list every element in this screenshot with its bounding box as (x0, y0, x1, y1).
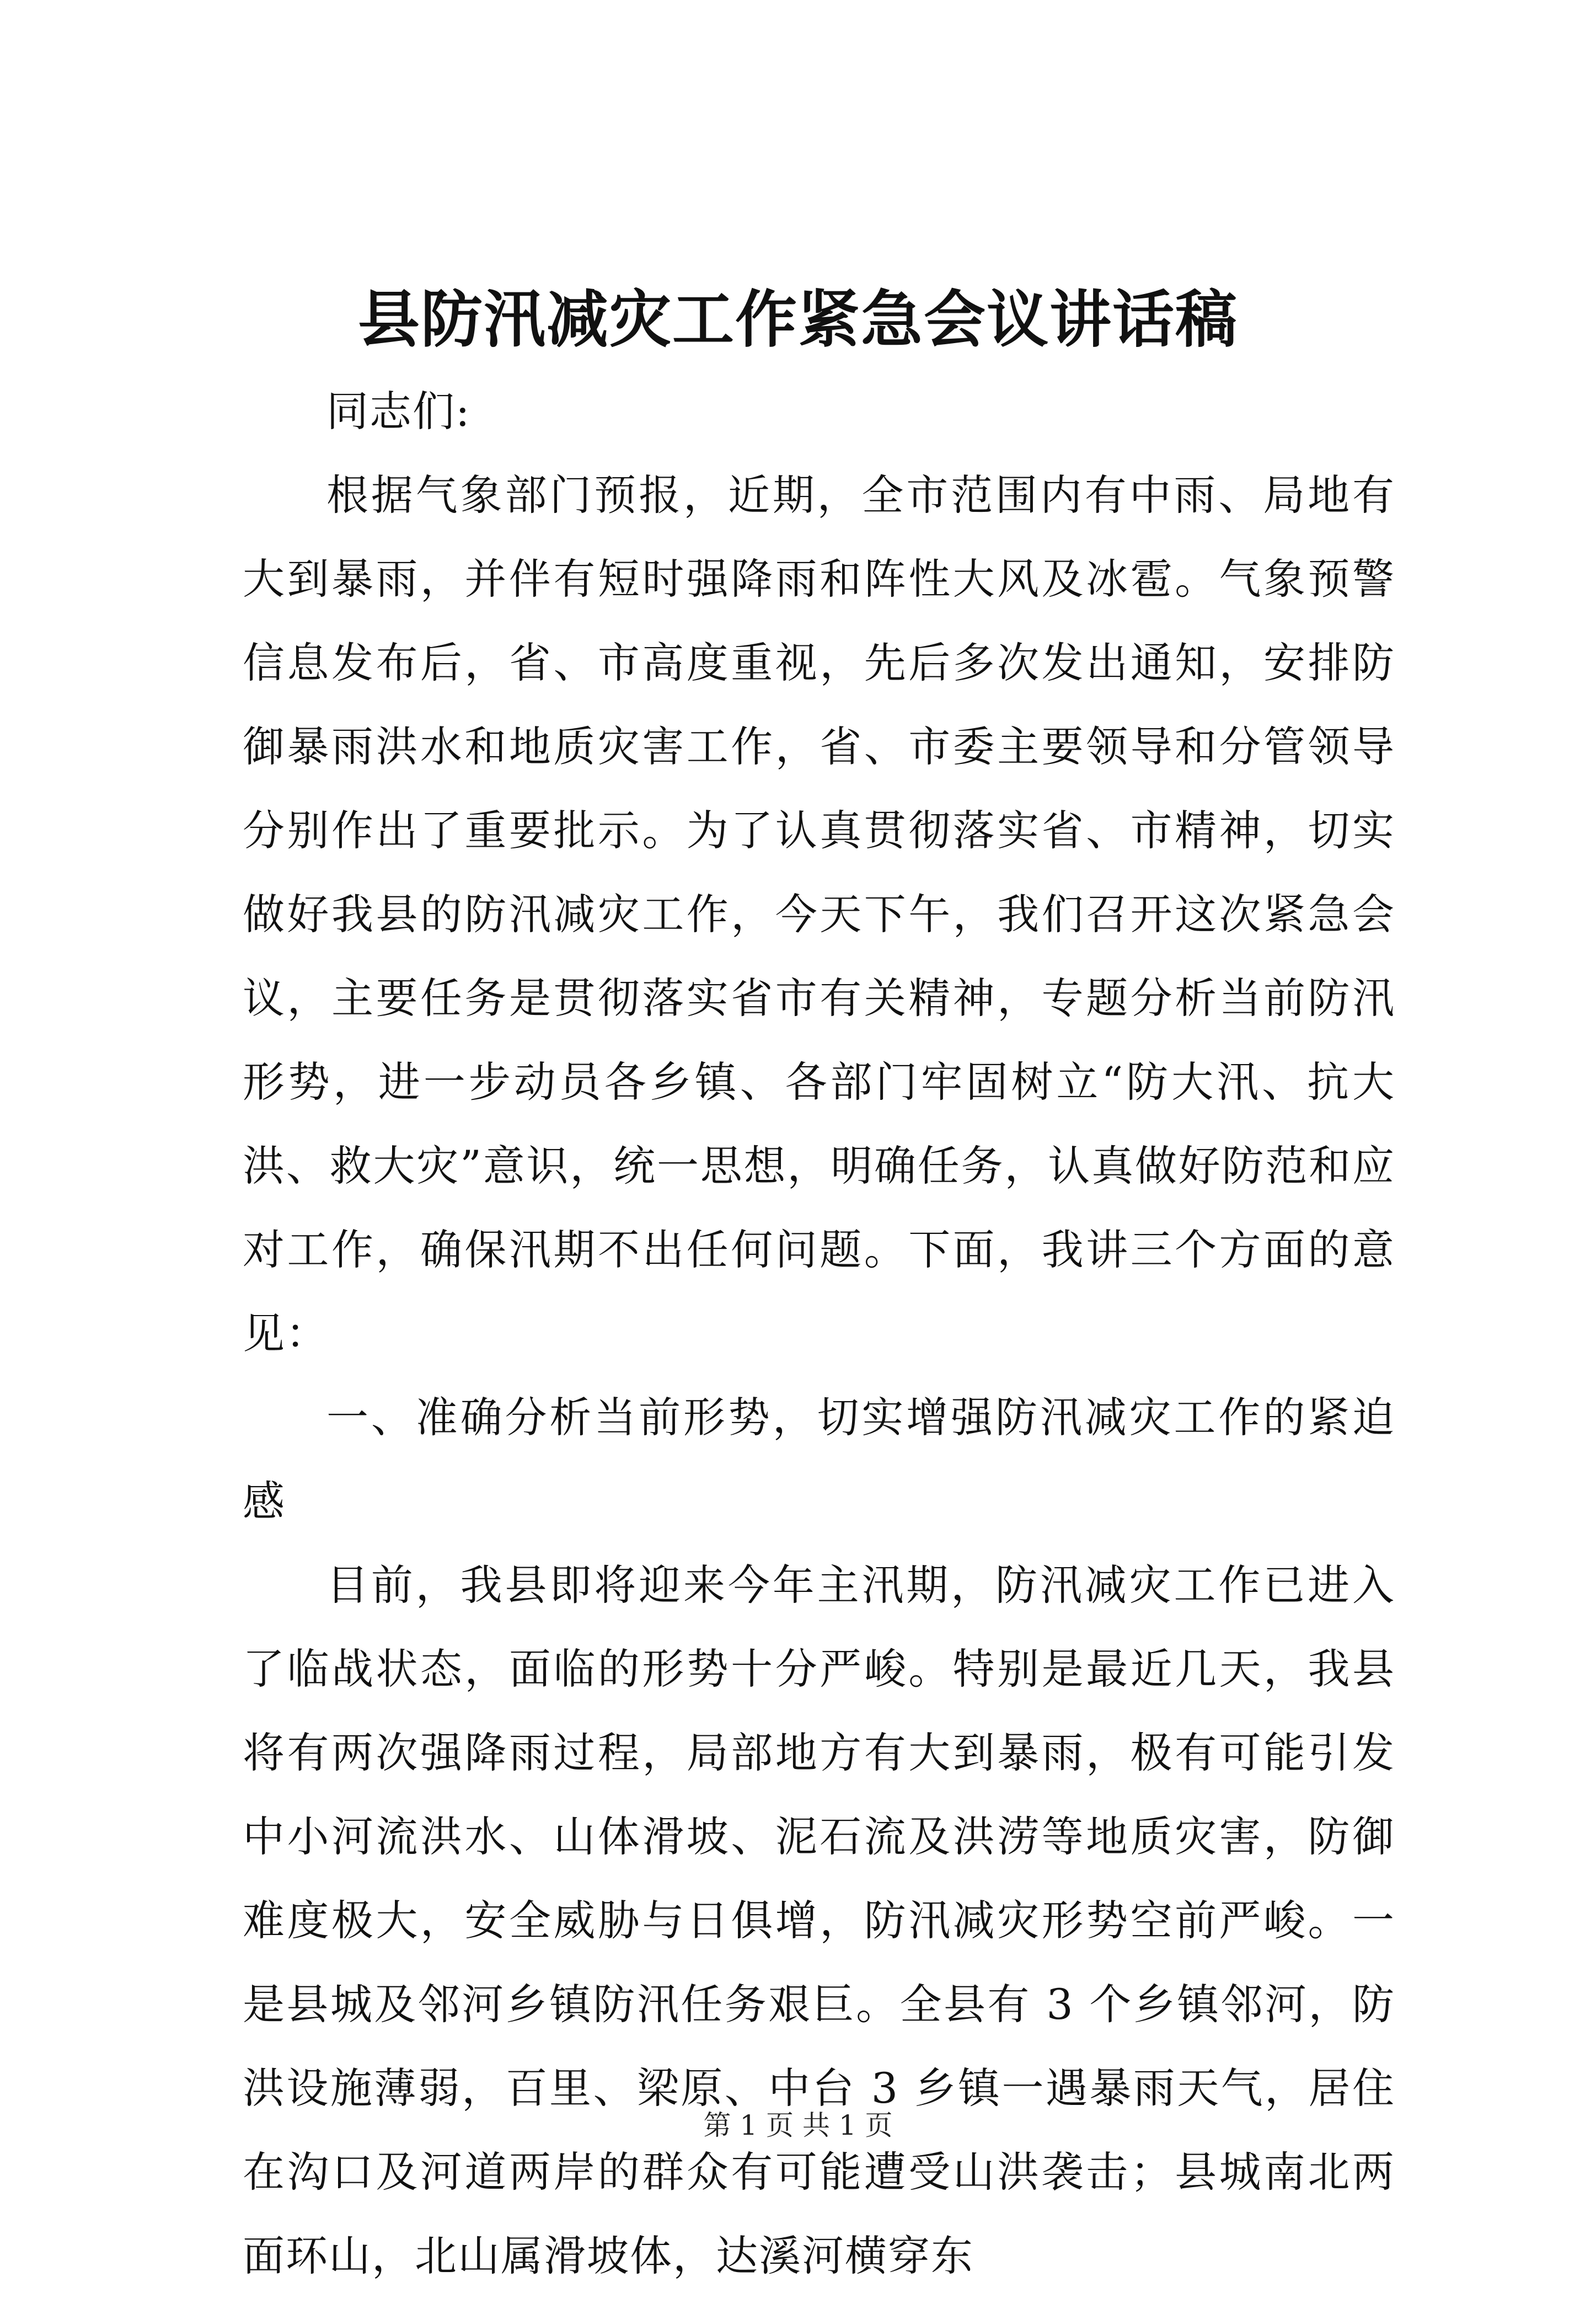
document-body (243, 370, 1395, 2298)
section-heading: 一、准确分析当前形势，切实增强防汛减灾工作的紧迫感 (243, 1393, 1395, 1526)
document-title: 县防汛减灾工作紧急会议讲话稿 (358, 284, 1238, 356)
salutation-paragraph: 同志们: (326, 387, 471, 436)
situation-paragraph: 目前，我县即将迎来今年主汛期，防汛减灾工作已进入了临战状态，面临的形势十分严峻。特别是最近几天，我县将有两次强降雨过程，局部地方有大到暴雨，极有可能引发中小河流洪水、山体滑坡、泥石流及洪涝等地质灾害，防御难度极大，安全威胁与日俱增，防汛减灾形势空前严峻。一是县城及邻河乡镇防汛任务艰巨。全县有 3 个乡镇邻河，防洪设施薄弱，百里、梁原、中台 3 乡镇一遇暴雨天气，居住在沟口及河道两岸的群众有可能遭受山洪袭击；县城南北两面环山，北山属滑坡体，达溪河横穿东 (243, 1560, 1395, 2280)
intro-paragraph: 根据气象部门预报，近期，全市范围内有中雨、局地有大到暴雨，并伴有短时强降雨和阵性大风及冰雹。气象预警信息发布后，省、市高度重视，先后多次发出通知，安排防御暴雨洪水和地质灾害工作，省、市委主要领导和分管领导分别作出了重要批示。为了认真贯彻落实省、市精神，切实做好我县的防汛减灾工作，今天下午，我们召开这次紧急会议，主要任务是贯彻落实省市有关精神，专题分析当前防汛形势，进一步动员各乡镇、各部门牢固树立“防大汛、抗大洪、救大灾”意识，统一思想，明确任务，认真做好防范和应对工作，确保汛期不出任何问题。下面，我讲三个方面的意见： (243, 471, 1395, 1358)
page-number-footer: 第 1 页 共 1 页 (703, 2109, 893, 2141)
